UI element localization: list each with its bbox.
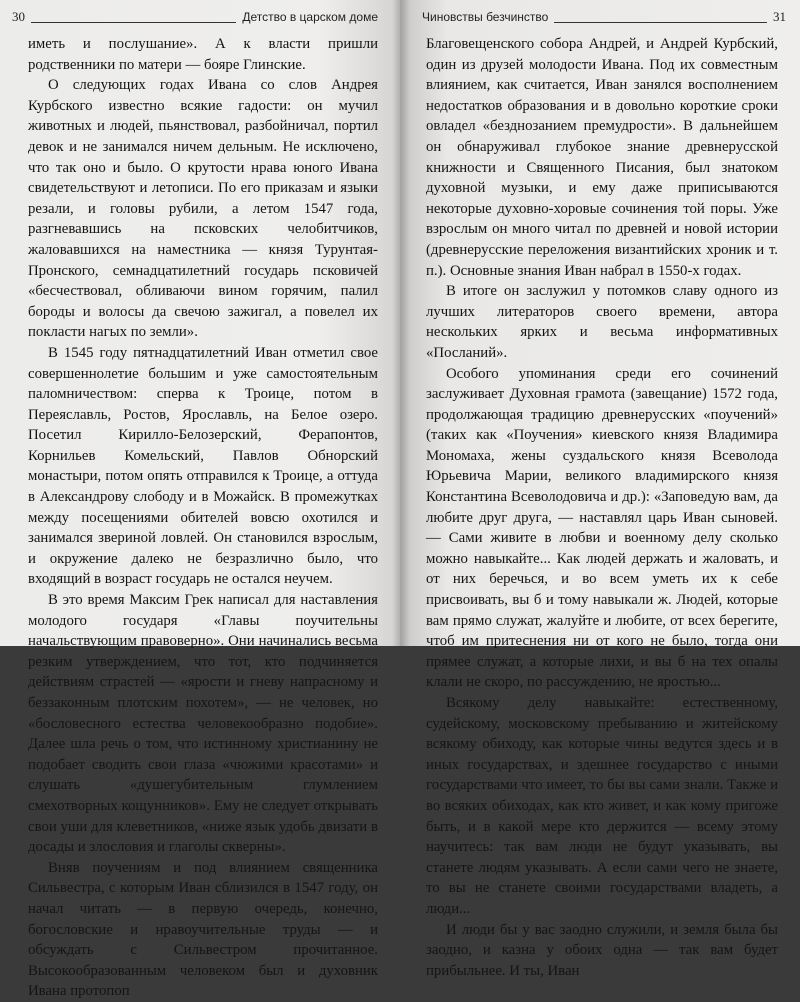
- header-rule: [554, 12, 767, 23]
- paragraph: иметь и послушание». А к власти пришли родственники по матери — бояре Глинские.: [28, 36, 378, 73]
- paragraph: Вняв поучениям и под влиянием священника Сильвестра, с которым Иван сблизился в 1547 году, он начал читать — в первую очередь, конечно, богословские и нравоучительные труды — и обсуждать с Сильвестром прочитанное. Высокообразованным человеком был и духовник Ивана протопоп: [28, 859, 378, 1000]
- paragraph: В итоге он заслужил у потомков славу одного из лучших литераторов своего времени, автора нескольких ярких и весьма информативных «Посланий».: [426, 283, 778, 361]
- paragraph: О следующих годах Ивана со слов Андрея Курбского известно всякие гадости: он мучил животных и людей, пьянствовал, разбойничал, портил девок и не занимался ничем дельным. Не исключено, что так оно и было. О крутости нрава юного Ивана свидетельствуют и летописи. По его приказам и языки резали, и головы рубили, а летом 1547 года, разгневавшись на псковских челобитчиков, жаловавшихся на наместника — князя Турунтая-Пронского, семнадцатилетний государь псковичей «бесчествовал, обливаючи вином горячим, палил бороды и волосы да свечою зажигал, а повелел их покласти нагых по земли».: [28, 77, 378, 341]
- paragraph: Всякому делу навыкайте: естественному, судейскому, московскому пребыванию и житейскому всякому обиходу, как которые чины ведутся здесь и в иных государствах, и здешнее государство с иными государствами что имеет, то бы вы сами знали. Также и во всяких обиходах, как кто живет, и как кому пригоже быть, и в какой мере кто держится — всему этому научитесь: так вам люди не будут указывать, вы станете людям указывать. А если сами чего не знаете, то вы не станете своими государствами владеть, а люди...: [426, 695, 778, 917]
- paragraph: Особого упоминания среди его сочинений заслуживает Духовная грамота (завещание) 1572 года, продолжающая традицию древнерусских «поучений» (таких как «Поучения» киевского князя Владимира Мономаха, жены суздальского князя Всеволода Юрьевича Марии, великого владимирского князя Константина Всеволодовича и др.): «Заповедую вам, да любите друг друга, — наставлял царь Иван сыновей. — Сами живите в любви и военному делу сколько можно навыкайте... Как людей держать и жаловать, и от них беречься, и во всем уметь их к себе присвоивать, вы б и тому навыкали ж. Людей, которые вам прямо служат, жалуйте и любите, от всех берегите, чтоб им притеснения ни от кого не было, тогда они прямее служат, а которые лихи, и вы б на тех опалы клали не скоро, по рассуждению, не яростью...: [426, 365, 778, 691]
- paragraph: Благовещенского собора Андрей, и Андрей Курбский, один из друзей молодости Ивана. Под их совместным влиянием, как считается, Иван занялся восполнением недостатков образования и в довольно короткие сроки овладел «безднозанием премудрости». В дальнейшем он обнаруживал глубокое знание древнерусской книжности и Священного Писания, был знатоком духовной музыки, и ему даже приписываются некоторые духовно-хоровые сочинения той поры. Уже взрослым он много читал по древней и новой истории (древнерусские переложения византийских хроник и т. п.). Основные знания Иван набрал в 1550-х годах.: [426, 36, 778, 279]
- left-page: [0, 0, 400, 1000]
- right-page-text: [426, 34, 778, 981]
- paragraph: В 1545 году пятнадцатилетний Иван отметил свое совершеннолетие большим и уже самостоятельным паломничеством: сперва к Троице, потом в Переяславль, Ростов, Ярославль, на Белое озеро. Посетил Кирилло-Белозерский, Ферапонтов, Корнильев Комельский, Павлов Обнорский монастыри, потом опять отправился к Троице, а оттуда в Александрову слободу и в Можайск. В промежутках между посещениями обителей вовсю охотился и занимался звериной ловлей. Он становился взрослым, и окружение далеко не безразлично было, что входящий в возраст государь не остался неучем.: [28, 344, 378, 588]
- right-page-number: 31: [773, 9, 786, 24]
- right-running-title: Чиновствы безчинство: [422, 10, 549, 24]
- right-page-header: [422, 6, 786, 28]
- header-rule: [31, 12, 236, 23]
- left-page-text: [28, 34, 378, 1002]
- left-page-header: [12, 6, 378, 28]
- book-gutter: [392, 0, 410, 646]
- paragraph: В это время Максим Грек написал для наставления молодого государя «Главы поучительны начальствующим правоверно». Они начинались весьма резким утверждением, что тот, кто подчиняется действиям страстей — «ярости и гневу напрасному и беззаконным плотским похотем», — не человек, но «бословесного естества человекообразно подобие». Далее шла речь о том, что истинному христианину не подобает сводить свои глаза «чюжими красотами» и слушать «душегубительным глумлением смехотворных кощунников». Ему не следует открывать свои уши для клеветников, «ниже язык удобь двизати в досады и злословия и глаголы скверны».: [28, 592, 378, 856]
- left-running-title: Детство в царском доме: [242, 10, 378, 24]
- right-page: [400, 0, 800, 979]
- paragraph: И люди бы у вас заодно служили, и земля была бы заодно, и казна у обоих одна — так вам будет прибыльнее. И ты, Иван: [426, 921, 778, 979]
- left-page-number: 30: [12, 9, 25, 24]
